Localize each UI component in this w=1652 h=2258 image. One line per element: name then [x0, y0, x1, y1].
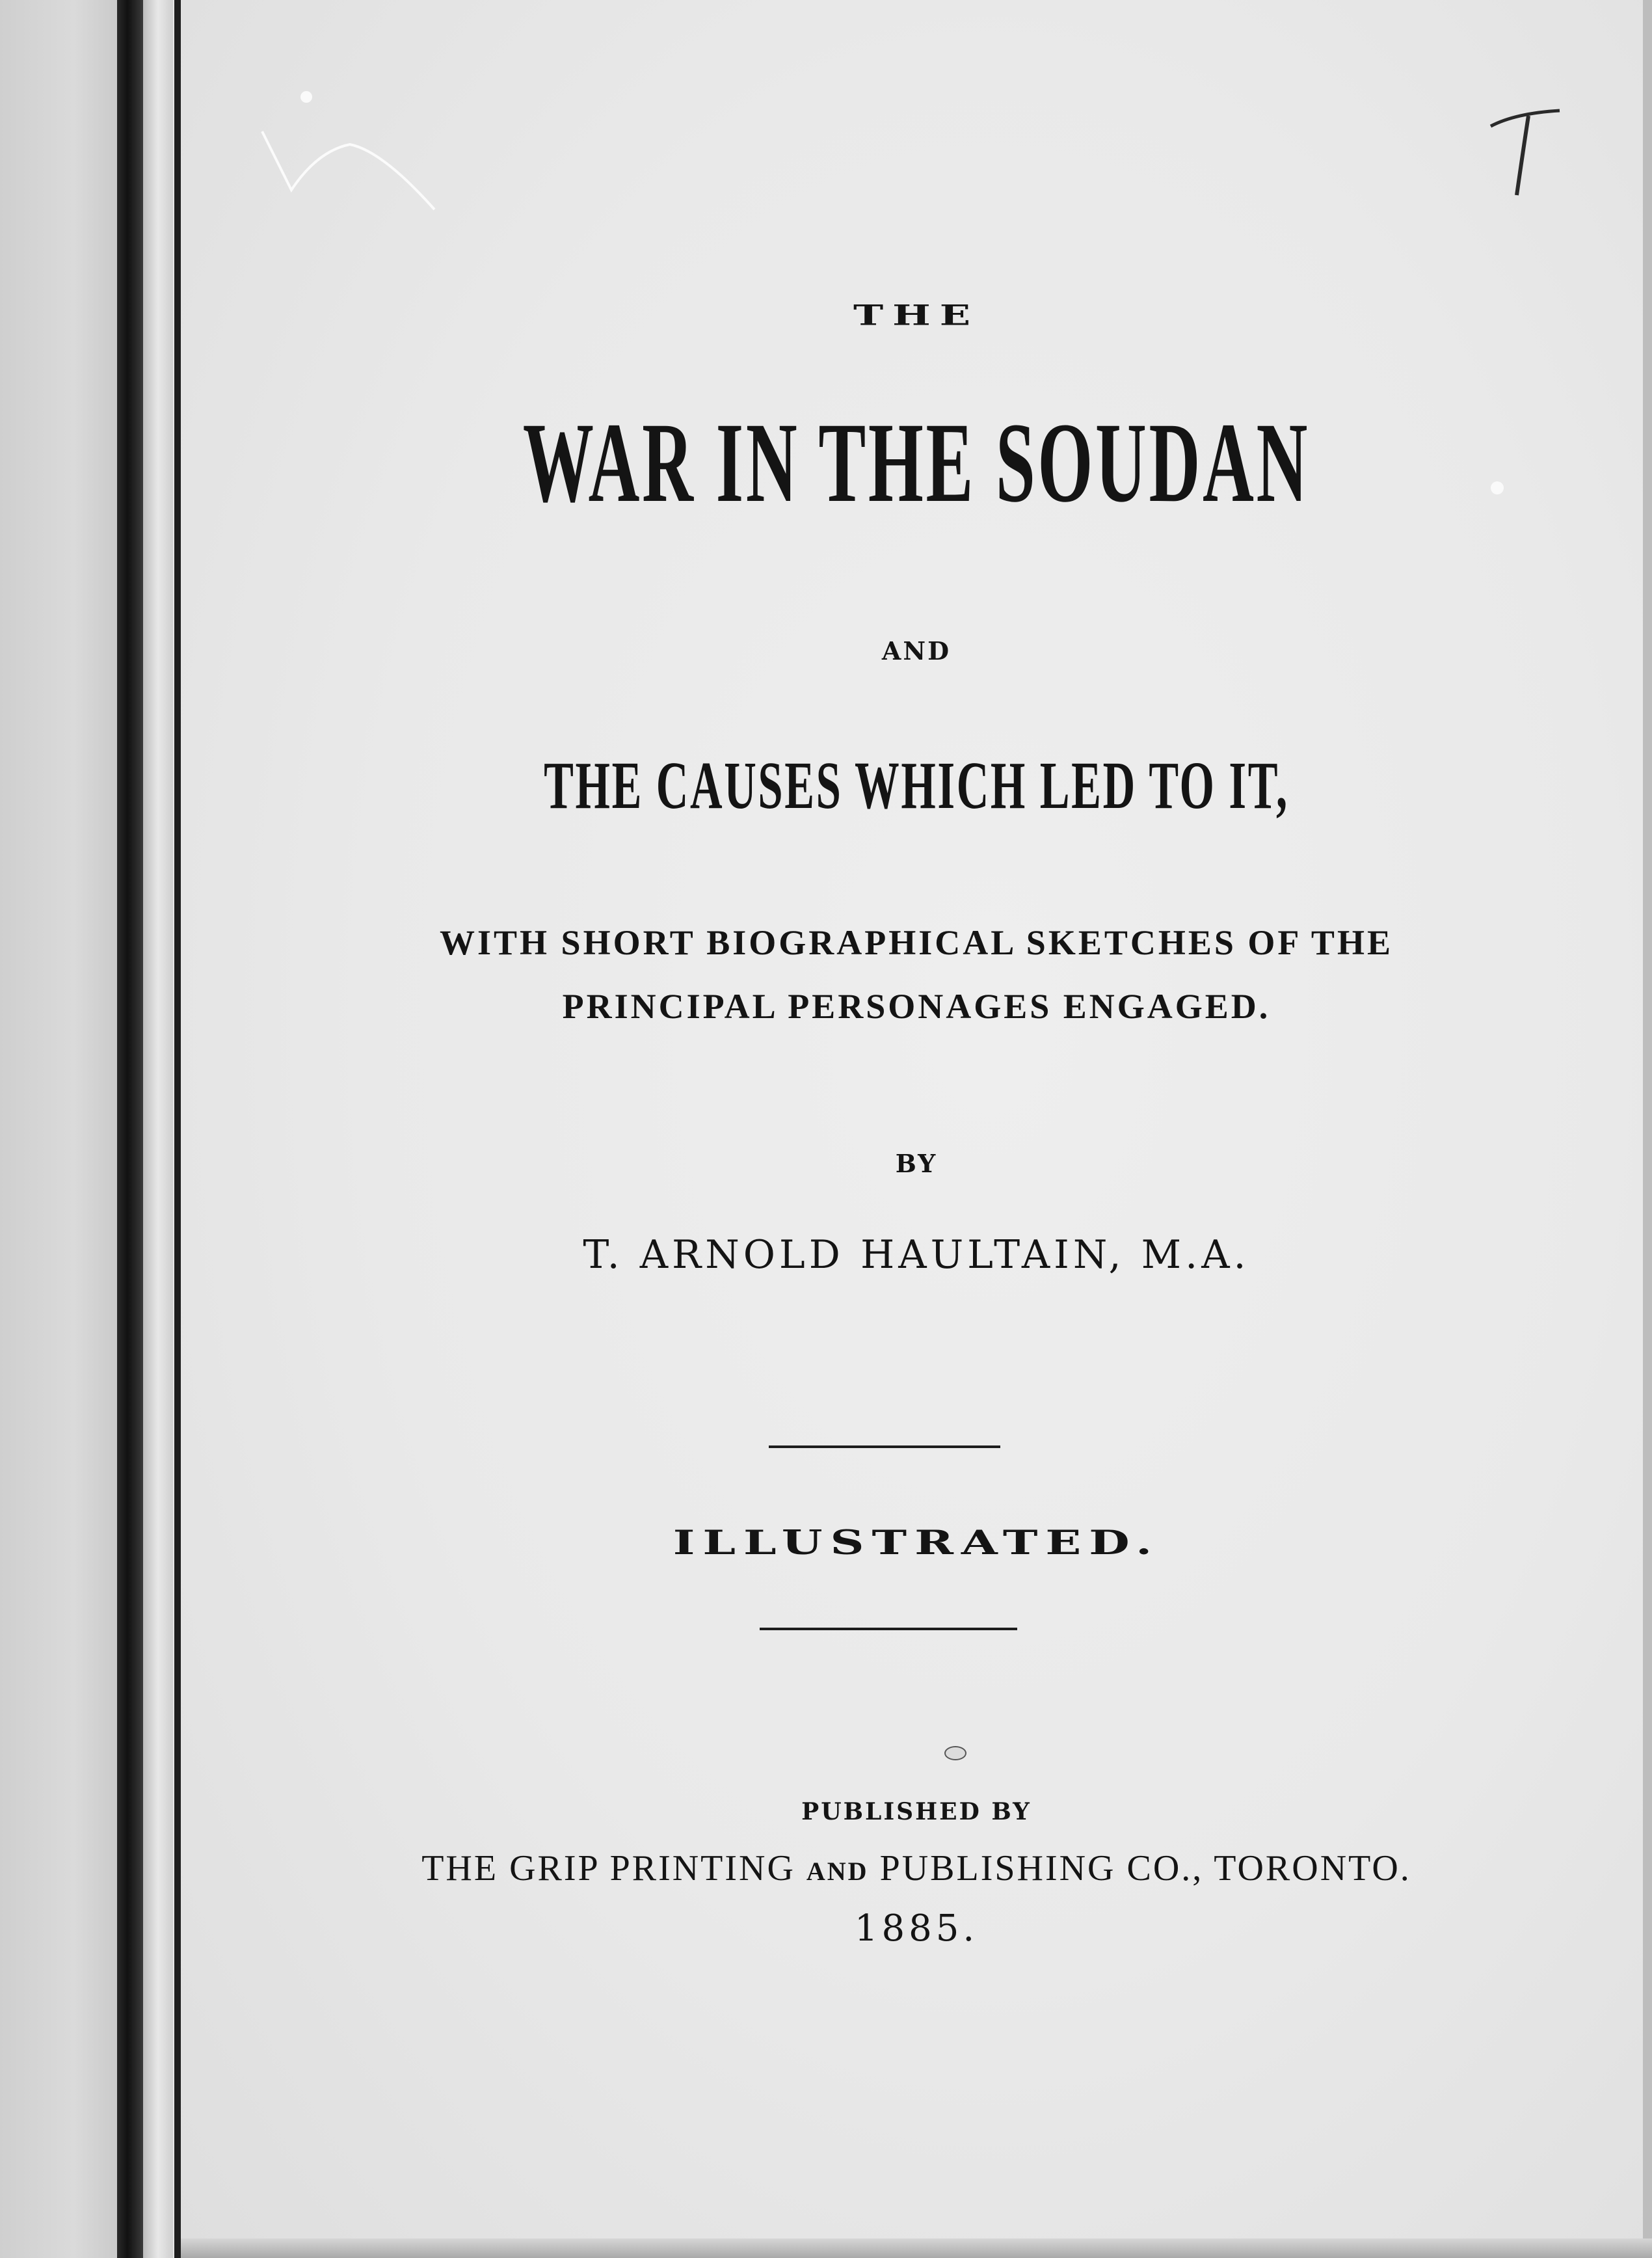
description-line-1: WITH SHORT BIOGRAPHICAL SKETCHES OF THE [440, 923, 1393, 962]
pencil-t-mark-icon [1489, 104, 1561, 202]
title-word-the: THE [853, 298, 979, 332]
illustrated-label: ILLUSTRATED. [673, 1522, 1160, 1563]
subtitle: THE CAUSES WHICH LED TO IT, [544, 748, 1289, 823]
facing-page-strip [0, 0, 124, 2258]
book-spine-shadow [117, 0, 143, 2258]
byline-label: BY [895, 1149, 938, 1178]
publisher-line [181, 1848, 1652, 1889]
divider-rule-bottom [760, 1628, 1017, 1630]
paper-speck [300, 91, 312, 103]
main-title: WAR IN THE SOUDAN [522, 399, 1311, 526]
publisher-name-part-1: THE GRIP PRINTING [421, 1848, 795, 1888]
paper-speck [1491, 481, 1504, 494]
published-by-label: PUBLISHED BY [801, 1798, 1032, 1825]
publication-year: 1885. [854, 1907, 979, 1950]
book-spine-highlight [143, 0, 173, 2258]
page-binding-edge [174, 0, 181, 2258]
author-name: T. ARNOLD HAULTAIN, M.A. [583, 1232, 1250, 1278]
divider-rule-top [769, 1445, 1000, 1448]
scratch-mark-icon [259, 125, 441, 222]
paper-speck [944, 1746, 966, 1760]
title-conjunction-and: AND [881, 636, 952, 665]
publisher-name-part-2: PUBLISHING CO., TORONTO. [879, 1848, 1411, 1888]
page-bottom-edge [181, 2238, 1652, 2258]
publisher-and: AND [806, 1857, 869, 1886]
description-line-2: PRINCIPAL PERSONAGES ENGAGED. [562, 987, 1271, 1026]
